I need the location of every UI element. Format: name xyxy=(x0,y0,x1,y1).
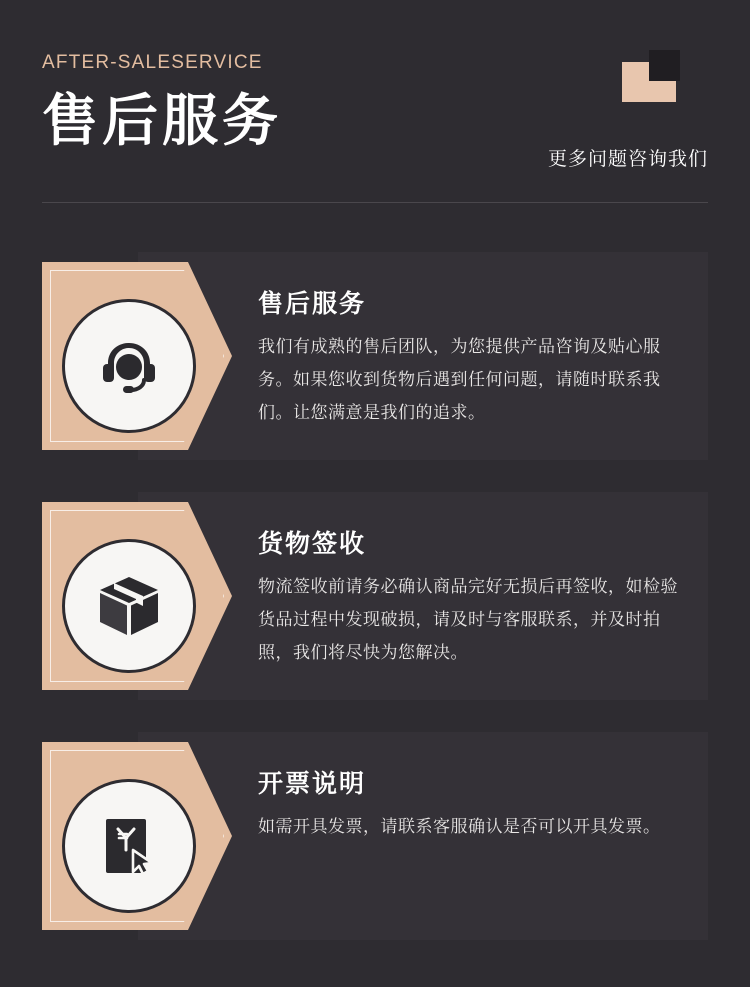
card-title: 货物签收 xyxy=(258,530,367,558)
headset-support-icon xyxy=(62,299,196,433)
card-description: 我们有成熟的售后团队，为您提供产品咨询及贴心服务。如果您收到货物后遇到任何问题，请随时联系我们。让您满意是我们的追求。 xyxy=(258,337,661,423)
page-header xyxy=(42,52,708,170)
decor-square-dark xyxy=(649,50,680,81)
invoice-receipt-icon xyxy=(62,779,196,913)
card-title: 售后服务 xyxy=(258,290,367,318)
page-title: 售后服务 xyxy=(42,89,282,152)
service-card-invoice xyxy=(42,732,708,940)
header-divider xyxy=(42,202,708,203)
header-right-note: 更多问题咨询我们 xyxy=(547,149,708,170)
decorative-squares xyxy=(622,50,696,102)
service-card-delivery-signing xyxy=(42,492,708,700)
card-description: 如需开具发票，请联系客服确认是否可以开具发票。 xyxy=(258,817,661,836)
package-box-icon xyxy=(62,539,196,673)
card-description: 物流签收前请务必确认商品完好无损后再签收，如检验货品过程中发现破损，请及时与客服联系，并及时拍照，我们将尽快为您解决。 xyxy=(258,577,678,663)
card-title: 开票说明 xyxy=(258,770,367,798)
header-eyebrow: AFTER-SALESERVICE xyxy=(42,52,263,73)
service-card-after-sale xyxy=(42,252,708,460)
